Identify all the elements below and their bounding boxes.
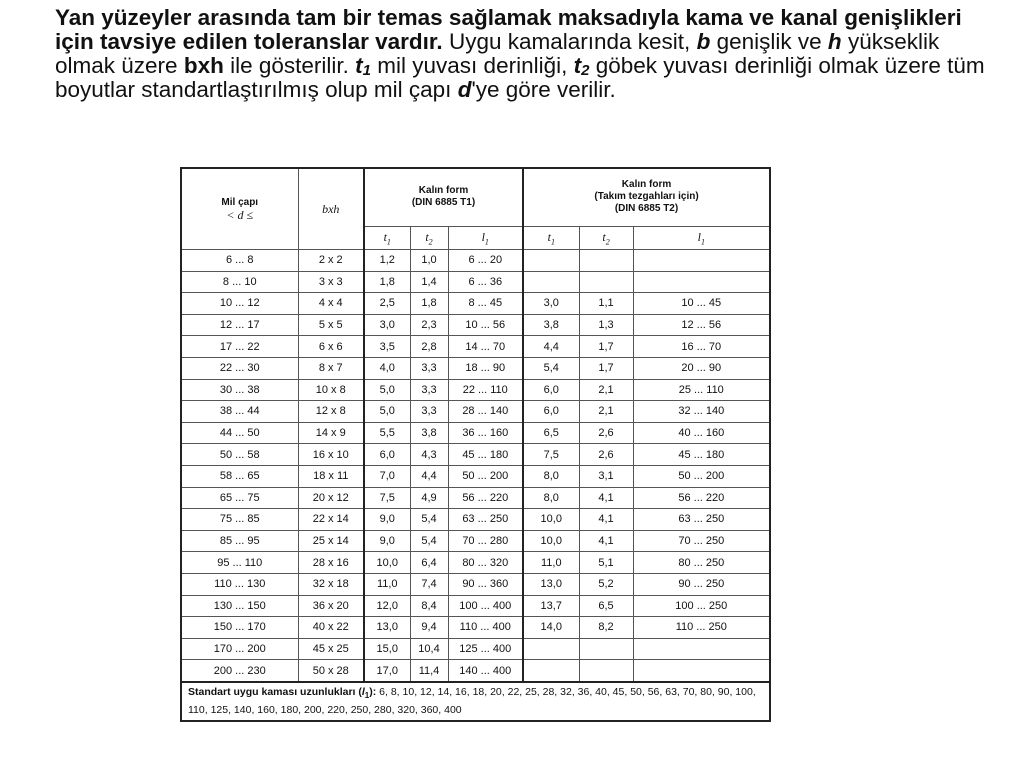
table-cell: 22 ... 30 bbox=[181, 357, 298, 379]
subheader-t1: $t_1$ bbox=[364, 226, 410, 249]
table-cell: 5,4 bbox=[410, 530, 448, 552]
table-cell: 50 x 28 bbox=[298, 660, 364, 682]
table-cell: 3,5 bbox=[364, 336, 410, 358]
table-cell: 6 x 6 bbox=[298, 336, 364, 358]
table-row bbox=[181, 487, 770, 509]
table-cell: 90 ... 360 bbox=[448, 573, 523, 595]
table-cell: 3,8 bbox=[523, 314, 579, 336]
table-cell: 22 x 14 bbox=[298, 509, 364, 531]
table-cell: 15,0 bbox=[364, 638, 410, 660]
table-cell: 16 ... 70 bbox=[633, 336, 770, 358]
table-cell: 40 x 22 bbox=[298, 617, 364, 639]
table-cell bbox=[523, 250, 579, 272]
table-cell: 56 ... 220 bbox=[448, 487, 523, 509]
symbol-b: b bbox=[696, 29, 711, 54]
table-cell: 56 ... 220 bbox=[633, 487, 770, 509]
table-cell: 10,0 bbox=[364, 552, 410, 574]
table-row bbox=[181, 271, 770, 293]
key-dimensions-table-wrap bbox=[180, 167, 769, 722]
table-cell: 63 ... 250 bbox=[633, 509, 770, 531]
table-cell: 110 ... 130 bbox=[181, 573, 298, 595]
intro-text: 'ye göre verilir. bbox=[471, 77, 616, 102]
table-cell: 2,1 bbox=[579, 379, 633, 401]
table-cell: 7,4 bbox=[410, 573, 448, 595]
table-cell: 50 ... 58 bbox=[181, 444, 298, 466]
table-cell: 3,1 bbox=[579, 465, 633, 487]
symbol-bxh: bxh bbox=[183, 53, 224, 78]
table-cell: 5,1 bbox=[579, 552, 633, 574]
table-cell bbox=[633, 638, 770, 660]
table-cell: 45 ... 180 bbox=[633, 444, 770, 466]
table-cell: 11,4 bbox=[410, 660, 448, 682]
standard-lengths-note: Standart uygu kaması uzunlukları $(l_1)$: 6, 8, 10, 12, 14, 16, 18, 20, 22, 25, 28, 32, 36, 40, 45, 50, 56, 63, 70, 80, 90, 100, 110, 125, 140, 160, 180, 200, 220, 250, 280, 320, 360, 400 bbox=[181, 682, 770, 721]
table-cell: 6,5 bbox=[523, 422, 579, 444]
table-cell: 4,9 bbox=[410, 487, 448, 509]
table-row bbox=[181, 617, 770, 639]
intro-text: Uygu kamalarında kesit, bbox=[448, 29, 691, 54]
table-cell: 90 ... 250 bbox=[633, 573, 770, 595]
table-cell: 4,1 bbox=[579, 487, 633, 509]
subheader-t2: $t_2$ bbox=[410, 226, 448, 249]
table-row bbox=[181, 379, 770, 401]
table-cell: 80 ... 320 bbox=[448, 552, 523, 574]
table-cell: 95 ... 110 bbox=[181, 552, 298, 574]
table-cell: 3 x 3 bbox=[298, 271, 364, 293]
table-row bbox=[181, 314, 770, 336]
table-cell: 6,5 bbox=[579, 595, 633, 617]
table-cell: 63 ... 250 bbox=[448, 509, 523, 531]
table-cell: 4,1 bbox=[579, 509, 633, 531]
table-cell: 6 ... 20 bbox=[448, 250, 523, 272]
table-cell: 10,0 bbox=[523, 509, 579, 531]
table-cell: 30 ... 38 bbox=[181, 379, 298, 401]
table-cell: 12,0 bbox=[364, 595, 410, 617]
table-row bbox=[181, 552, 770, 574]
table-cell: 3,3 bbox=[410, 357, 448, 379]
table-cell: 7,0 bbox=[364, 465, 410, 487]
table-cell bbox=[579, 271, 633, 293]
table-row bbox=[181, 595, 770, 617]
table-cell: 2,1 bbox=[579, 401, 633, 423]
table-cell: 17,0 bbox=[364, 660, 410, 682]
subheader-l1: $l_1$ bbox=[448, 226, 523, 249]
table-row bbox=[181, 509, 770, 531]
table-cell: 36 x 20 bbox=[298, 595, 364, 617]
table-cell: 2,6 bbox=[579, 444, 633, 466]
table-cell: 9,0 bbox=[364, 530, 410, 552]
table-cell: 150 ... 170 bbox=[181, 617, 298, 639]
table-cell: 10 ... 56 bbox=[448, 314, 523, 336]
table-cell: 38 ... 44 bbox=[181, 401, 298, 423]
table-cell: 22 ... 110 bbox=[448, 379, 523, 401]
table-cell: 5,4 bbox=[410, 509, 448, 531]
table-cell: 10 ... 45 bbox=[633, 293, 770, 315]
table-cell: 50 ... 200 bbox=[633, 465, 770, 487]
table-cell: 6 ... 36 bbox=[448, 271, 523, 293]
table-cell: 6,0 bbox=[523, 401, 579, 423]
table-row bbox=[181, 444, 770, 466]
table-cell: 3,3 bbox=[410, 379, 448, 401]
table-cell: 14,0 bbox=[523, 617, 579, 639]
intro-text: ile gösterilir. bbox=[230, 53, 349, 78]
table-cell: 13,7 bbox=[523, 595, 579, 617]
table-cell: 8,0 bbox=[523, 487, 579, 509]
intro-paragraph bbox=[55, 6, 1005, 102]
table-cell: 25 x 14 bbox=[298, 530, 364, 552]
table-cell: 5,0 bbox=[364, 379, 410, 401]
table-cell: 12 ... 17 bbox=[181, 314, 298, 336]
table-cell: 5,5 bbox=[364, 422, 410, 444]
header-mil-capi: Mil çapı < d ≤ bbox=[181, 168, 298, 250]
table-cell: 16 x 10 bbox=[298, 444, 364, 466]
table-cell: 20 ... 90 bbox=[633, 357, 770, 379]
table-cell: 100 ... 250 bbox=[633, 595, 770, 617]
table-cell: 125 ... 400 bbox=[448, 638, 523, 660]
table-cell: 10 x 8 bbox=[298, 379, 364, 401]
table-cell bbox=[633, 271, 770, 293]
table-cell: 20 x 12 bbox=[298, 487, 364, 509]
table-cell: 1,7 bbox=[579, 336, 633, 358]
table-cell: 13,0 bbox=[523, 573, 579, 595]
table-cell: 200 ... 230 bbox=[181, 660, 298, 682]
table-cell: 4,1 bbox=[579, 530, 633, 552]
symbol-d: d bbox=[457, 77, 472, 102]
symbol-h: h bbox=[827, 29, 842, 54]
table-cell: 1,3 bbox=[579, 314, 633, 336]
table-cell: 80 ... 250 bbox=[633, 552, 770, 574]
table-cell: 130 ... 150 bbox=[181, 595, 298, 617]
table-cell: 1,1 bbox=[579, 293, 633, 315]
table-cell: 11,0 bbox=[523, 552, 579, 574]
table-cell: 1,0 bbox=[410, 250, 448, 272]
table-cell: 28 ... 140 bbox=[448, 401, 523, 423]
intro-text: göbek yuvası derinliği olmak üzere tüm boyutlar standartlaştırılmış olup mil çapı bbox=[55, 53, 985, 102]
intro-text: mil yuvası derinliği, bbox=[377, 53, 568, 78]
table-row bbox=[181, 573, 770, 595]
table-cell: 2,5 bbox=[364, 293, 410, 315]
table-cell: 100 ... 400 bbox=[448, 595, 523, 617]
table-cell: 70 ... 280 bbox=[448, 530, 523, 552]
table-cell: 25 ... 110 bbox=[633, 379, 770, 401]
table-cell: 45 x 25 bbox=[298, 638, 364, 660]
table-cell: 9,0 bbox=[364, 509, 410, 531]
table-cell: 10,0 bbox=[523, 530, 579, 552]
table-cell: 3,3 bbox=[410, 401, 448, 423]
table-cell: 8 ... 45 bbox=[448, 293, 523, 315]
table-cell: 110 ... 250 bbox=[633, 617, 770, 639]
table-cell: 36 ... 160 bbox=[448, 422, 523, 444]
table-cell: 11,0 bbox=[364, 573, 410, 595]
key-dimensions-table bbox=[180, 167, 771, 722]
table-cell: 12 ... 56 bbox=[633, 314, 770, 336]
table-cell: 3,0 bbox=[523, 293, 579, 315]
table-row bbox=[181, 530, 770, 552]
table-cell bbox=[633, 660, 770, 682]
table-cell: 9,4 bbox=[410, 617, 448, 639]
intro-text: yükseklik olmak üzere bbox=[55, 29, 940, 78]
table-cell: 14 x 9 bbox=[298, 422, 364, 444]
table-cell: 28 x 16 bbox=[298, 552, 364, 574]
table-cell: 70 ... 250 bbox=[633, 530, 770, 552]
table-cell: 40 ... 160 bbox=[633, 422, 770, 444]
table-cell: 18 ... 90 bbox=[448, 357, 523, 379]
table-cell: 17 ... 22 bbox=[181, 336, 298, 358]
table-row bbox=[181, 422, 770, 444]
symbol-t2: $t_2$ bbox=[573, 53, 590, 79]
subheader-t2: $t_2$ bbox=[579, 226, 633, 249]
header-takim-tezgahlari: Kalın form (Takım tezgahları için) (DIN 6885 T2) bbox=[523, 168, 770, 226]
table-cell: 5,2 bbox=[579, 573, 633, 595]
table-cell: 170 ... 200 bbox=[181, 638, 298, 660]
table-cell: 4,4 bbox=[410, 465, 448, 487]
table-cell: 1,8 bbox=[410, 293, 448, 315]
table-cell bbox=[523, 660, 579, 682]
table-cell: 8 x 7 bbox=[298, 357, 364, 379]
table-cell: 85 ... 95 bbox=[181, 530, 298, 552]
table-cell: 1,4 bbox=[410, 271, 448, 293]
table-cell: 32 ... 140 bbox=[633, 401, 770, 423]
table-cell: 4 x 4 bbox=[298, 293, 364, 315]
table-cell: 65 ... 75 bbox=[181, 487, 298, 509]
table-cell: 14 ... 70 bbox=[448, 336, 523, 358]
table-cell: 58 ... 65 bbox=[181, 465, 298, 487]
table-cell bbox=[579, 638, 633, 660]
table-cell bbox=[579, 660, 633, 682]
intro-text: genişlik ve bbox=[716, 29, 822, 54]
table-cell: 110 ... 400 bbox=[448, 617, 523, 639]
table-cell: 6,4 bbox=[410, 552, 448, 574]
table-cell: 1,7 bbox=[579, 357, 633, 379]
table-cell: 2,8 bbox=[410, 336, 448, 358]
table-row bbox=[181, 401, 770, 423]
table-cell: 7,5 bbox=[523, 444, 579, 466]
table-cell: 8,4 bbox=[410, 595, 448, 617]
table-cell: 10 ... 12 bbox=[181, 293, 298, 315]
subheader-l1: $l_1$ bbox=[633, 226, 770, 249]
table-cell: 2,3 bbox=[410, 314, 448, 336]
table-cell: 4,0 bbox=[364, 357, 410, 379]
standard-lengths-values: 6, 8, 10, 12, 14, 16, 18, 20, 22, 25, 28, 32, 36, 40, 45, 50, 56, 63, 70, 80, 90, 100, 110, 125, 140, 160, 180, 200, 220, 250, 280, 320, 360, 400 bbox=[188, 685, 756, 716]
table-cell: 1,2 bbox=[364, 250, 410, 272]
subheader-t1: $t_1$ bbox=[523, 226, 579, 249]
table-row bbox=[181, 660, 770, 682]
table-cell: 5 x 5 bbox=[298, 314, 364, 336]
table-cell: 6,0 bbox=[523, 379, 579, 401]
table-cell: 4,4 bbox=[523, 336, 579, 358]
table-cell: 5,4 bbox=[523, 357, 579, 379]
table-cell: 10,4 bbox=[410, 638, 448, 660]
table-cell bbox=[523, 638, 579, 660]
table-cell: 8,2 bbox=[579, 617, 633, 639]
table-cell: 5,0 bbox=[364, 401, 410, 423]
table-row bbox=[181, 293, 770, 315]
intro-sentence-1: Yan yüzeyler arasında tam bir temas sağlamak maksadıyla kama ve kanal genişlikleri için tavsiye edilen toleranslar vardır. bbox=[55, 5, 962, 54]
table-cell bbox=[523, 271, 579, 293]
table-cell: 18 x 11 bbox=[298, 465, 364, 487]
table-cell: 3,0 bbox=[364, 314, 410, 336]
table-cell: 7,5 bbox=[364, 487, 410, 509]
table-cell: 140 ... 400 bbox=[448, 660, 523, 682]
table-body bbox=[181, 250, 770, 682]
table-row bbox=[181, 357, 770, 379]
table-cell: 4,3 bbox=[410, 444, 448, 466]
table-cell: 8 ... 10 bbox=[181, 271, 298, 293]
table-cell: 44 ... 50 bbox=[181, 422, 298, 444]
table-cell: 32 x 18 bbox=[298, 573, 364, 595]
table-row bbox=[181, 250, 770, 272]
table-cell: 2 x 2 bbox=[298, 250, 364, 272]
header-kalin-form: Kalın form (DIN 6885 T1) bbox=[364, 168, 523, 226]
table-cell: 75 ... 85 bbox=[181, 509, 298, 531]
table-cell: 1,8 bbox=[364, 271, 410, 293]
table-cell: 8,0 bbox=[523, 465, 579, 487]
table-cell: 2,6 bbox=[579, 422, 633, 444]
table-cell: 12 x 8 bbox=[298, 401, 364, 423]
table-cell: 6 ... 8 bbox=[181, 250, 298, 272]
table-cell: 13,0 bbox=[364, 617, 410, 639]
table-cell: 45 ... 180 bbox=[448, 444, 523, 466]
table-row bbox=[181, 336, 770, 358]
table-row bbox=[181, 638, 770, 660]
table-row bbox=[181, 465, 770, 487]
symbol-t1: $t_1$ bbox=[355, 53, 372, 79]
header-bxh: bxh bbox=[298, 168, 364, 250]
table-cell: 3,8 bbox=[410, 422, 448, 444]
table-cell: 50 ... 200 bbox=[448, 465, 523, 487]
table-cell: 6,0 bbox=[364, 444, 410, 466]
table-cell bbox=[633, 250, 770, 272]
table-cell bbox=[579, 250, 633, 272]
